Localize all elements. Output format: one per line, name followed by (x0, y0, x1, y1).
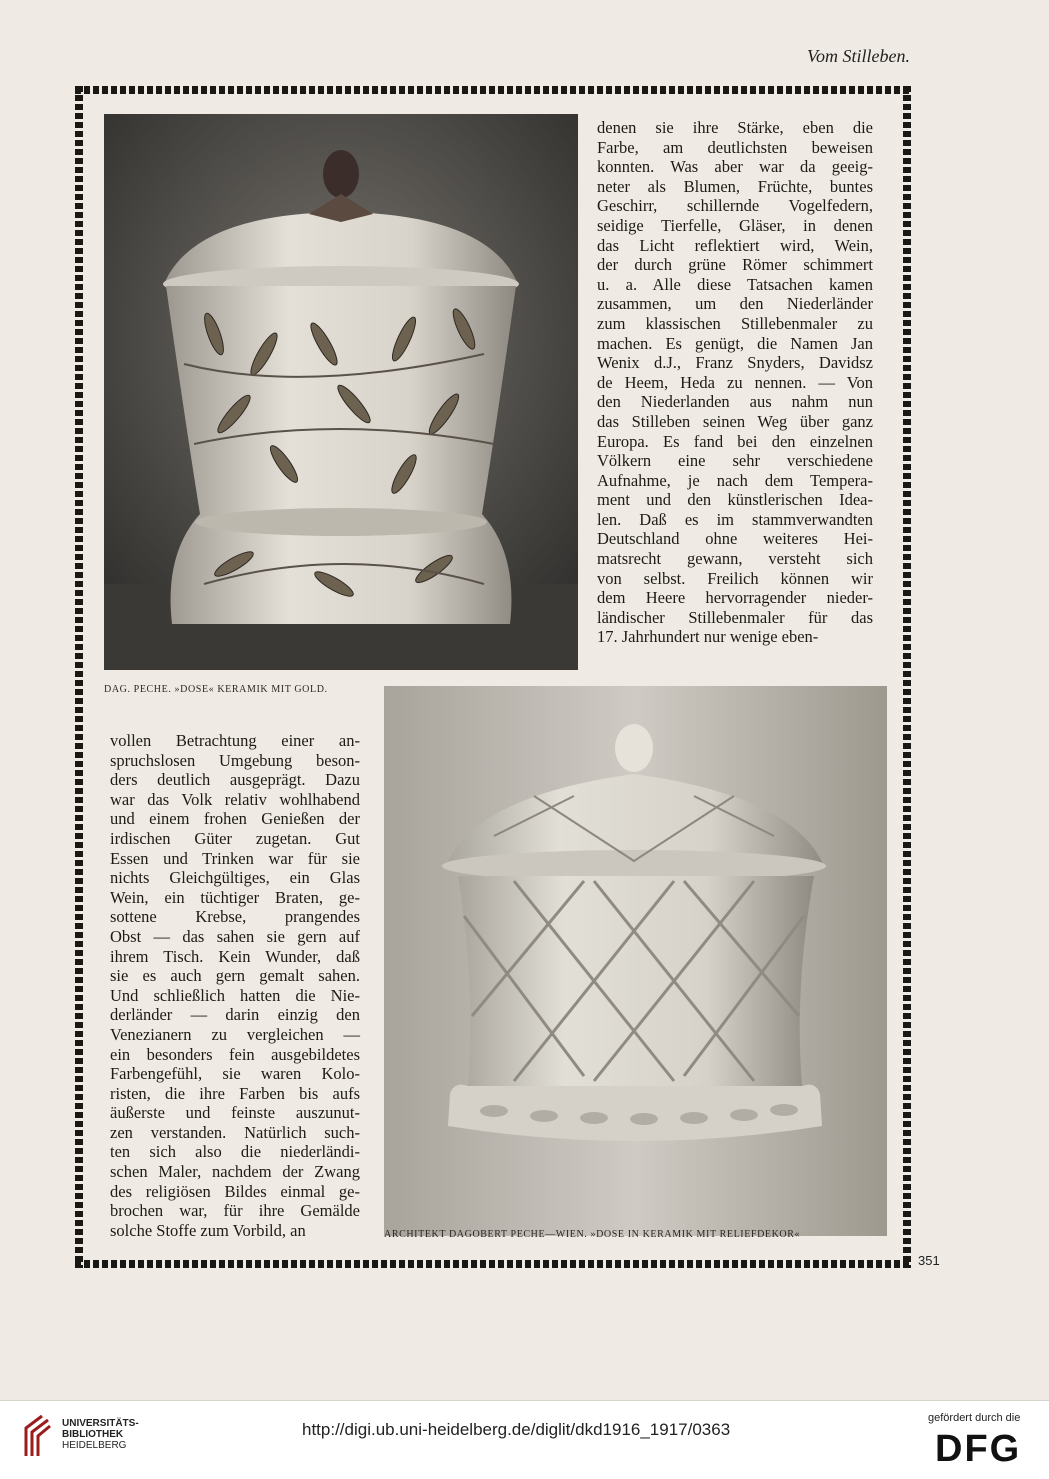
text-line: Deutschland ohne weiteres Hei- (597, 529, 873, 549)
text-line: 17. Jahrhundert nur wenige eben- (597, 627, 819, 647)
figure-caption-2: ARCHITEKT DAGOBERT PECHE—WIEN. »DOSE IN KERAMIK MIT RELIEFDEKOR« (384, 1229, 801, 1240)
text-line: seidige Tierfelle, Gläser, in denen (597, 215, 873, 235)
photo-dose-relief (384, 686, 887, 1236)
text-line: brochen war, für ihre Gemälde (110, 1201, 360, 1221)
text-line: Und schließlich hatten die Nie- (110, 985, 360, 1005)
text-line: schen Maler, nachdem der Zwang (110, 1162, 360, 1182)
dfg-logo[interactable]: DFG (935, 1428, 1022, 1470)
text-line: äußerste und feinste auszunut- (110, 1103, 360, 1123)
text-line: de Heem, Heda zu nennen. — Von (597, 372, 873, 392)
text-line: sie es auch gern gemalt sahen. (110, 966, 360, 986)
text-line: konnten. Was aber war da geeig- (597, 157, 873, 177)
text-line: ment und den künstlerischen Idea- (597, 490, 873, 510)
text-line: zusammen, um den Niederländer (597, 294, 873, 314)
text-line: vollen Betrachtung einer an- (110, 731, 360, 750)
source-url-link[interactable]: http://digi.ub.uni-heidelberg.de/diglit/dkd1916_1917/0363 (302, 1420, 731, 1439)
text-line: den Niederlanden aus nahm nun (597, 392, 873, 412)
text-line: Europa. Es fand bei den einzelnen (597, 431, 873, 451)
photo-dose-gold (104, 114, 578, 670)
text-line: Obst — das sahen sie gern auf (110, 926, 360, 946)
text-column-right (597, 118, 873, 647)
text-line: denen sie ihre Stärke, eben die (597, 118, 873, 137)
text-line: Geschirr, schillernde Vogelfedern, (597, 196, 873, 216)
text-line: das Licht reflektiert wird, Wein, (597, 235, 873, 255)
text-line: und einem frohen Genießen der (110, 809, 360, 829)
dotted-frame-top (75, 86, 911, 94)
text-line: des religiösen Bildes einmal ge- (110, 1181, 360, 1201)
text-line: von selbst. Freilich können wir (597, 568, 873, 588)
page-number: 351 (918, 1253, 940, 1268)
figure-caption-1: DAG. PECHE. »DOSE« KERAMIK MIT GOLD. (104, 684, 328, 695)
text-line: zen verstanden. Natürlich such- (110, 1122, 360, 1142)
text-line: ein besonders fein ausgebildetes (110, 1044, 360, 1064)
text-line: matsrecht gewann, versteht sich (597, 549, 873, 569)
text-line: Essen und Trinken war für sie (110, 848, 360, 868)
text-line: spruchslosen Umgebung beson- (110, 750, 360, 770)
text-line: ten sich also die niederländi- (110, 1142, 360, 1162)
dotted-frame-bottom (75, 1260, 911, 1268)
text-line: Wein, ein tüchtiger Braten, ge- (110, 887, 360, 907)
running-head: Vom Stilleben. (807, 46, 910, 66)
text-line: war das Volk relativ wohlhabend (110, 789, 360, 809)
text-line: sottene Krebse, prangendes (110, 907, 360, 927)
funding-note: gefördert durch die (928, 1412, 1021, 1424)
dotted-frame-left (75, 86, 83, 1268)
text-line: nichts Gleichgültiges, ein Glas (110, 868, 360, 888)
text-line: Farbe, am deutlichsten beweisen (597, 137, 873, 157)
text-column-left (110, 731, 360, 1240)
text-line: derländer — darin einzig den (110, 1005, 360, 1025)
text-line: len. Daß es im stammverwandten (597, 509, 873, 529)
text-line: Venezianern zu vergleichen — (110, 1024, 360, 1044)
text-line: zum klassischen Stillebenmaler zu (597, 313, 873, 333)
text-line: irdischen Güter zugetan. Gut (110, 828, 360, 848)
text-line: ländischer Stillebenmaler für das (597, 607, 873, 627)
text-line: Wenix d.J., Franz Snyders, Davidsz (597, 353, 873, 373)
text-line: ihrem Tisch. Kein Wunder, daß (110, 946, 360, 966)
text-line: das Stilleben seinen Weg über ganz (597, 411, 873, 431)
text-line: solche Stoffe zum Vorbild, an (110, 1220, 306, 1240)
library-name[interactable]: UNIVERSITÄTS- BIBLIOTHEK HEIDELBERG (62, 1418, 139, 1451)
text-line: Völkern eine sehr verschiedene (597, 451, 873, 471)
text-line: machen. Es genügt, die Namen Jan (597, 333, 873, 353)
text-line: ders deutlich ausgeprägt. Dazu (110, 770, 360, 790)
text-line: u. a. Alle diese Tatsachen kamen (597, 274, 873, 294)
text-line: Aufnahme, je nach dem Tempera- (597, 470, 873, 490)
text-line: Farbengefühl, sie waren Kolo- (110, 1064, 360, 1084)
text-line: der durch grüne Römer schimmert (597, 255, 873, 275)
library-logo-icon (22, 1412, 52, 1460)
text-line: dem Heere hervorragender nieder- (597, 588, 873, 608)
text-line: risten, die ihre Farben bis aufs (110, 1083, 360, 1103)
text-line: neter als Blumen, Früchte, buntes (597, 176, 873, 196)
dotted-frame-right (903, 86, 911, 1268)
